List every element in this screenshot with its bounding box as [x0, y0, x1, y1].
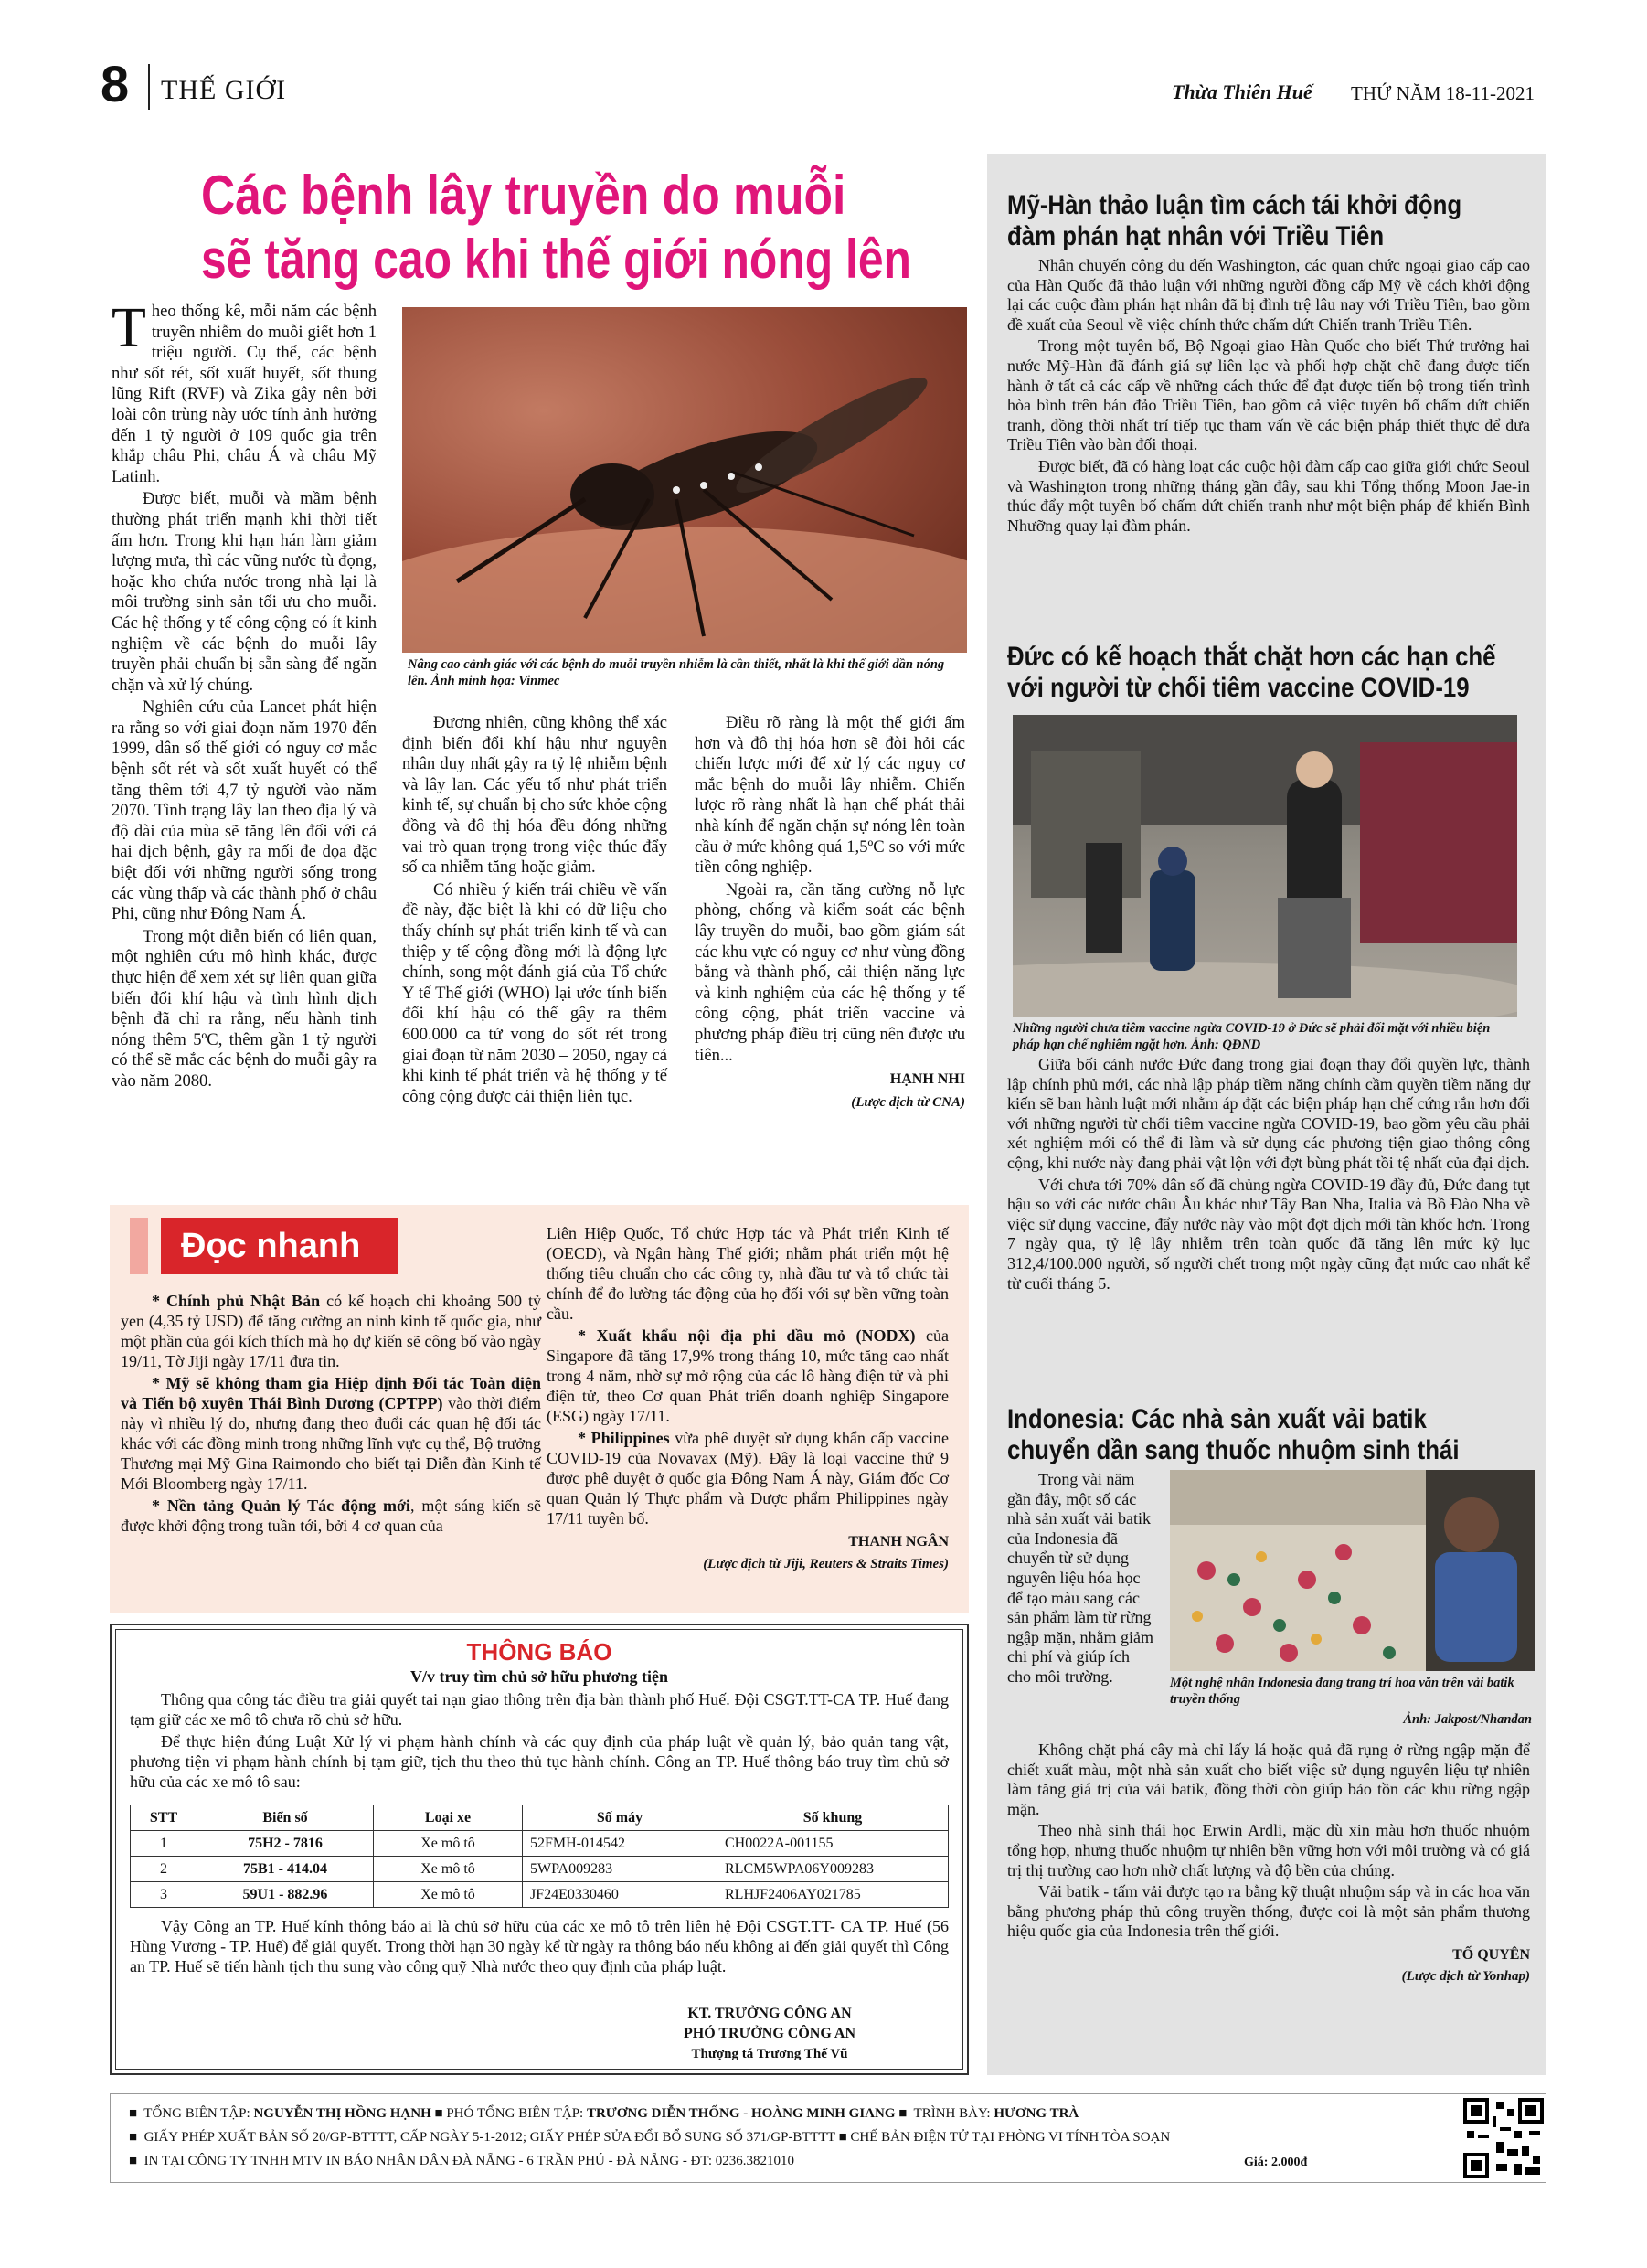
mosquito-photo-caption: Nâng cao cảnh giác với các bệnh do muỗi truyền nhiễm là cần thiết, nhất là khi thế giới dần nóng lên. Ảnh minh họa: Vinmec [408, 657, 945, 688]
batik-photo-caption: Một nghệ nhân Indonesia đang trang trí hoa văn trên vải batik truyền thống [1170, 1676, 1514, 1707]
table-cell: Xe mô tô [374, 1857, 523, 1882]
headline-line-1: Các bệnh lây truyền do muỗi [201, 165, 846, 226]
issue-date: THỨ NĂM 18-11-2021 [1351, 82, 1535, 104]
footer-label: TỔNG BIÊN TẬP: [143, 2106, 250, 2121]
sidebar-story-1-body [1007, 256, 1530, 538]
qr-code-icon [1463, 2098, 1544, 2178]
quick-news-item-text: vừa phê duyệt sử dụng khẩn cấp vaccine COVID-19 của Novavax (Mỹ). Đây là loại vaccine thứ 9 được phê duyệt ở quốc gia Đông Nam Á này, Giám đốc Cơ quan Quản lý Thực phẩm và Dược phẩm Philippines ngày 17/11 tuyên bố. [547, 1429, 949, 1528]
main-headline [201, 165, 987, 302]
quick-news-title: Đọc nhanh [161, 1218, 398, 1274]
quick-news-item [547, 1223, 949, 1324]
drop-cap: T [112, 297, 146, 359]
story-paragraph: Với chưa tới 70% dân số đã chủng ngừa COVID-19 đầy đủ, Đức đang tụt hậu so với các nước châu Âu khác như Tây Ban Nha, Italia và Bồ Đào Nha về việc sử dụng vaccine, đẩy nước này vào một đợt dịch mới tàn khốc hơn. Trong 7 ngày qua, tỷ lệ lây nhiễm trên toàn quốc đã tăng lên mức kỷ lục 312,4/100.000 người, số người chết trong một ngày cũng đạt mức cao nhất kể từ cuối tháng 5. [1007, 1175, 1530, 1293]
story-paragraph: Vải batik - tấm vải được tạo ra bằng kỹ thuật nhuộm sáp và in các hoa văn bằng phương pháp thủ công truyền thống, được coi là một sản phẩm thương hiệu quốc gia của Indonesia trên thế giới. [1007, 1882, 1530, 1941]
page-header [101, 57, 1546, 119]
quick-news-source: (Lược dịch từ Jiji, Reuters & Straits Times) [703, 1557, 949, 1571]
mosquito-photo [402, 307, 967, 653]
main-paragraph: Có nhiều ý kiến trái chiều về vấn đề này, đặc biệt là khi có dữ liệu cho thấy chính sự phát triển kinh tế và can thiệp y tế cộng đồng mới là động lực chính, song một đánh giá của Tổ chức Y tế Thế giới (WHO) lại ước tính biến đổi khí hậu có thể gây ra thêm 600.000 ca tử vong do sốt rét trong giai đoạn từ năm 2030 – 2050, ngay cả khi kinh tế phát triển và hệ thống y tế công cộng được cải thiện liên tục. [402, 879, 667, 1106]
printer-info: IN TẠI CÔNG TY TNHH MTV IN BÁO NHÂN DÂN ĐÀ NẴNG - 6 TRẦN PHÚ - ĐÀ NẴNG - ĐT: 0236.3821010 [143, 2154, 795, 2168]
germany-photo-caption: Những người chưa tiêm vaccine ngừa COVID-19 ở Đức sẽ phải đối mặt với nhiều biện pháp hạn chế nghiêm ngặt hơn. Ảnh: QĐND [1013, 1021, 1491, 1052]
sidebar-story-1-headline [1007, 190, 1537, 254]
germany-street-photo [1013, 715, 1517, 1017]
quick-news-item [547, 1428, 949, 1528]
quick-news-title-badge [130, 1218, 148, 1274]
layout-designer: HƯƠNG TRÀ [994, 2106, 1079, 2121]
batik-photo [1170, 1470, 1535, 1671]
notice-signature [623, 2004, 916, 2064]
vehicle-table [130, 1805, 949, 1908]
footer-box [110, 2093, 1546, 2183]
table-cell: RLCM5WPA06Y009283 [717, 1857, 949, 1882]
table-cell: 75B1 - 414.04 [197, 1857, 374, 1882]
table-cell: 75H2 - 7816 [197, 1831, 374, 1857]
story-3-title-line-1: Indonesia: Các nhà sản xuất vải batik [1007, 1404, 1427, 1434]
table-cell: RLHJF2406AY021785 [717, 1882, 949, 1908]
quick-news-item-lead: * Mỹ sẽ không tham gia Hiệp định Đối tác Toàn diện và Tiến bộ xuyên Thái Bình Dương (CPTPP) [121, 1374, 541, 1412]
vehicle-table-header [131, 1805, 949, 1831]
price: Giá: 2.000đ [1244, 2156, 1308, 2169]
story-1-title-line-1: Mỹ-Hàn thảo luận tìm cách tái khởi động [1007, 190, 1462, 220]
table-cell: 52FMH-014542 [523, 1831, 717, 1857]
notice-paragraph: Để thực hiện đúng Luật Xử lý vi phạm hành chính và các quy định của pháp luật về quản lý, bảo quản tang vật, phương tiện vi phạm hành chính bị tạm giữ, tịch thu theo thủ tục hành chính. Công an TP. Huế thông báo truy tìm chủ sở hữu của các xe mô tô sau: [130, 1732, 949, 1791]
story-paragraph: Trong một tuyên bố, Bộ Ngoại giao Hàn Quốc cho biết Thứ trưởng hai nước Mỹ-Hàn đã đánh giá sự liên lạc và phối hợp chặt chẽ đang được tiến hành ở tất cả các cấp về những cách thức để đạt được tiến bộ trong tiến trình hòa bình trên bán đảo Triều Tiên, bao gồm cả việc tuyên bố chấm dứt chiến tranh, đồng thời nhất trí tiếp tục tham vấn về các biện pháp thiết thực để đưa Triều Tiên vào bàn đối thoại. [1007, 336, 1530, 454]
table-cell: JF24E0330460 [523, 1882, 717, 1908]
table-cell: 3 [131, 1882, 197, 1908]
story-paragraph: Được biết, đã có hàng loạt các cuộc hội đàm cấp cao giữa giới chức Seoul và Washington trong những tháng gần đây, sau khi Tổng thống Moon Jae-in thúc đẩy một tuyên bố chấm dứt chiến tranh như một biện pháp để khiến Bình Nhưỡng quay lại đàm phán. [1007, 456, 1530, 535]
quick-news-item [121, 1291, 541, 1371]
bullet-icon: ■ [129, 2130, 138, 2145]
quick-news-column-1 [121, 1291, 541, 1538]
newspaper-name: Thừa Thiên Huế [1172, 80, 1312, 103]
main-paragraph: Nghiên cứu của Lancet phát hiện ra rằng so với giai đoạn năm 1970 đến 1999, dân số thế giới có nguy cơ mắc bệnh sốt rét và sốt xuất huyết có thể tăng thêm tới 4,7 tỷ người vào năm 2070. Tình trạng lây lan theo địa lý và độ dài của mùa sẽ tăng lên đối với cả hai dịch bệnh, gây ra mối đe dọa đặc biệt đối với những người sống trong các vùng thấp và các thành phố ở châu Phi, cũng như Đông Nam Á. [112, 697, 377, 924]
headline-line-2: sẽ tăng cao khi thế giới nóng lên [201, 229, 911, 290]
table-row [131, 1882, 949, 1908]
notice-subtitle: V/v truy tìm chủ sở hữu phương tiện [409, 1667, 669, 1686]
sidebar-story-2-headline [1007, 642, 1537, 706]
batik-photo-credit: Ảnh: Jakpost/Nhandan [1403, 1712, 1532, 1727]
table-cell: 5WPA009283 [523, 1857, 717, 1882]
table-header-cell: Số khung [717, 1805, 949, 1831]
sidebar-story-2-body [1007, 1055, 1530, 1295]
table-row [131, 1831, 949, 1857]
main-paragraph: Trong một diễn biến có liên quan, một nghiên cứu mô hình khác, được thực hiện để xem xét sự liên quan giữa biến đổi khí hậu và tình hình dịch bệnh đã chỉ ra rằng, nếu hành tinh nóng thêm 5ºC, thêm gần 1 tỷ người có thể sẽ mắc các bệnh do muỗi gây ra vào năm 2080. [112, 926, 377, 1091]
publishing-license: GIẤY PHÉP XUẤT BẢN SỐ 20/GP-BTTTT, CẤP NGÀY 5-1-2012; GIẤY PHÉP SỬA ĐỔI BỔ SUNG SỐ 371/GP-BTTTT [143, 2130, 835, 2145]
sidebar-story-3-intro [1007, 1470, 1157, 1689]
bullet-icon: ■ [129, 2106, 138, 2121]
main-paragraph: Điều rõ ràng là một thế giới ấm hơn và đô thị hóa hơn sẽ đòi hỏi các chiến lược mới để xử lý các nguy cơ mắc bệnh do muỗi lây nhiễm. Chiến lược rõ ràng nhất là hạn chế phát thải nhà kính để ngăn chặn sự nóng lên toàn cầu ở mức không quá 1,5ºC so với mức tiền công nghiệp. [695, 713, 965, 878]
footer-line-3 [129, 2149, 794, 2173]
table-header-cell: Số máy [523, 1805, 717, 1831]
quick-news-item-lead: * Philippines [578, 1429, 670, 1447]
story-1-title-line-2: đàm phán hạt nhân với Triều Tiên [1007, 221, 1385, 251]
story-paragraph: Trong vài năm gần đây, một số các nhà sản xuất vải batik của Indonesia đã chuyển từ sử dụng nguyên liệu hóa học để tạo màu sang các sản phẩm làm từ rừng ngập mặn, nhằm giảm chi phí và giúp ích cho môi trường. [1007, 1470, 1153, 1686]
story-3-author: TỐ QUYÊN [1452, 1946, 1530, 1963]
table-cell: Xe mô tô [374, 1831, 523, 1857]
story-3-title-line-2: chuyển dần sang thuốc nhuộm sinh thái [1007, 1435, 1460, 1465]
table-cell: 1 [131, 1831, 197, 1857]
sidebar-story-3-headline [1007, 1404, 1537, 1468]
sidebar [987, 154, 1546, 2075]
signature-line-1: KT. TRƯỞNG CÔNG AN [687, 2006, 852, 2021]
deputy-editors: TRƯƠNG DIỄN THỐNG - HOÀNG MINH GIANG [586, 2106, 896, 2121]
quick-news-item-lead: * Chính phủ Nhật Bản [152, 1292, 321, 1310]
bullet-icon: ■ [434, 2106, 443, 2121]
notice-paragraph: Vậy Công an TP. Huế kính thông báo ai là chủ sở hữu của các xe mô tô trên liên hệ Đội CSGT.TT- CA TP. Huế (56 Hùng Vương - TP. Huế) để giải quyết. Trong thời hạn 30 ngày kể từ ngày ra thông báo nếu không ai đến giải quyết thì Công an TP. Huế sẽ tiến hành tịch thu sung vào công quỹ Nhà nước theo quy định của pháp luật. [130, 1917, 949, 1975]
story-2-title-line-1: Đức có kế hoạch thắt chặt hơn các hạn chế [1007, 642, 1496, 672]
sidebar-story-3-body [1007, 1741, 1530, 1988]
main-paragraph: Được biết, muỗi và mầm bệnh thường phát triển mạnh khi thời tiết ấm hơn. Trong khi hạn hán làm giảm lượng mưa, thì các vũng nước tù đọng, hoặc kho chứa nước trong nhà lại là môi trường sinh sản tối ưu cho muỗi. Các hệ thống y tế công cộng có ít kinh nghiệm về các bệnh do muỗi lây truyền phải chuẩn bị sẵn sàng để ngăn chặn và xử lý chúng. [112, 489, 377, 695]
signature-name: Thượng tá Trương Thế Vũ [691, 2047, 848, 2061]
footer-line-1 [129, 2102, 1079, 2125]
quick-news-item-text: , một sáng kiến sẽ được khởi động trong tuần tới, bởi 4 cơ quan của [121, 1496, 541, 1535]
table-cell: 2 [131, 1857, 197, 1882]
table-header-cell: Biển số [197, 1805, 374, 1831]
quick-news-item-text: của Singapore đã tăng 17,9% trong tháng 10, mức tăng cao nhất trong 4 năm, nhờ sự mở rộng của các lô hàng điện tử và phi điện tử, theo Cơ quan Phát triển doanh nghiệp Singapore (ESG) ngày 17/11. [547, 1326, 949, 1425]
story-paragraph: Không chặt phá cây mà chỉ lấy lá hoặc quả đã rụng ở rừng ngập mặn để chiết xuất màu, một nhà sản xuất cho biết việc sử dụng nguyên liệu tự nhiên làm tăng giá trị của vải batik, đồng thời còn giúp bảo tồn các khu rừng ngập mặn. [1007, 1741, 1530, 1818]
quick-news-item-text: vào thời điểm này vì nhiều lý do, nhưng đang theo đuổi các quan hệ đối tác khác với các đồng minh trong những lĩnh vực cụ thể, Bộ trưởng Thương mại Mỹ Gina Raimondo cho biết tại Diễn đàn Kinh tế Mới Bloomberg ngày 17/11. [121, 1394, 541, 1493]
footer-line-2 [129, 2125, 1170, 2149]
story-paragraph: Nhân chuyến công du đến Washington, các quan chức ngoại giao cấp cao của Hàn Quốc đã thảo luận với những người đồng cấp Mỹ về cách khởi động lại các cuộc đàm phán hạt nhân đã bị đình trệ lâu nay với Triều Tiên, bao gồm đề xuất của Seoul về việc chính thức chấm dứt Chiến tranh Triều Tiên. [1007, 256, 1530, 334]
story-2-title-line-2: với người từ chối tiêm vaccine COVID-19 [1007, 673, 1470, 703]
story-paragraph: Giữa bối cảnh nước Đức đang trong giai đoạn thay đổi quyền lực, thành lập chính phủ mới, các nhà lập pháp tiềm năng chính cầm quyền tiềm năng dự kiến sẽ ban hành luật mới nhằm áp đặt các biện pháp hạn chế cứng rắn hơn đối với những người từ chối tiêm vaccine ngừa COVID-19, bao gồm yêu cầu phải xét nghiệm mới có thể đi làm và sử dụng các phương tiện giao thông công cộng, khi nước này đang phải vật lộn với đợt bùng phát tồi tệ nhất của đại dịch. [1007, 1055, 1530, 1172]
street-scene-illustration [1013, 715, 1517, 1017]
footer-label: TRÌNH BÀY: [913, 2106, 991, 2121]
story-paragraph: Theo nhà sinh thái học Erwin Ardli, mặc dù xin màu hơn thuốc nhuộm tổng hợp, nhưng thuốc nhuộm tự nhiên bền vững hơn với môi trường và có giá trị thị trường cao hơn nhờ chất lượng và độ bền của chúng. [1007, 1821, 1530, 1879]
quick-news-item-text: có kế hoạch chi khoảng 500 tỷ yen (4,35 tỷ USD) để tăng cường an ninh kinh tế quốc gia, như một phần của gói kích thích mà họ dự kiến sẽ công bố vào ngày 19/11, Tờ Jiji ngày 17/11 đưa tin. [121, 1292, 541, 1370]
notice-body-top [130, 1689, 949, 1794]
section-name: THẾ GIỚI [161, 75, 287, 105]
main-article-column-1 [112, 297, 377, 1094]
main-paragraph: heo thống kê, mỗi năm các bệnh truyền nhiễm do muỗi giết hơn 1 triệu người. Cụ thể, các bệnh như sốt rét, sốt xuất huyết, sốt thung lũng Rift (RVF) và Zika gây nên bởi loài côn trùng này ước tính ảnh hưởng đến 1 tỷ người ở 109 quốc gia trên khắp châu Phi, châu Á và châu Mỹ Latinh. [112, 302, 377, 486]
table-header-cell: Loại xe [374, 1805, 523, 1831]
batik-illustration [1170, 1470, 1535, 1671]
notice-box [110, 1624, 969, 2075]
table-cell: Xe mô tô [374, 1882, 523, 1908]
mosquito-illustration [402, 307, 967, 653]
quick-news-author: THANH NGÂN [848, 1534, 949, 1549]
table-cell: 59U1 - 882.96 [197, 1882, 374, 1908]
source-credit: (Lược dịch từ CNA) [851, 1094, 965, 1110]
quick-news-item-text: Liên Hiệp Quốc, Tổ chức Hợp tác và Phát triển Kinh tế (OECD), và Ngân hàng Thế giới; nhằm phát triển một hệ thống tiêu chuẩn cho các công ty, nhà đầu tư và tổ chức tài chính để đo lường tác động của họ đối với sự bền vững toàn cầu. [547, 1224, 949, 1323]
main-paragraph: Ngoài ra, cần tăng cường nỗ lực phòng, chống và kiểm soát các bệnh lây truyền do muỗi, bao gồm giám sát các khu vực có nguy cơ như vùng đồng bằng và thành phố, cải thiện năng lực và kinh nghiệm của các hệ thống y tế công cộng, phát triển vaccine và phương pháp điều trị cũng nên được ưu tiên... [695, 879, 965, 1065]
quick-news-box [110, 1205, 969, 1613]
notice-paragraph: Thông qua công tác điều tra giải quyết tai nạn giao thông trên địa bàn thành phố Huế. Đội CSGT.TT-CA TP. Huế đang tạm giữ các xe mô tô chưa rõ chủ sở hữu. [130, 1690, 949, 1729]
main-paragraph: Đương nhiên, cũng không thể xác định biến đổi khí hậu như nguyên nhân duy nhất gây ra tỷ lệ nhiễm bệnh và lây lan. Các yếu tố như phát triển kinh tế, sự chuẩn bị cho sức khỏe cộng đồng và đô thị hóa đều đóng những vai trò quan trọng trong việc thúc đẩy số ca nhiễm tăng hoặc giảm. [402, 713, 667, 878]
main-article-column-2 [402, 713, 667, 1109]
bullet-icon: ■ [898, 2106, 908, 2121]
quick-news-item [121, 1496, 541, 1536]
quick-news-item [547, 1326, 949, 1426]
footer-label: PHÓ TỔNG BIÊN TẬP: [446, 2106, 584, 2121]
bullet-icon: ■ [838, 2130, 847, 2145]
notice-body-bottom [130, 1916, 949, 1978]
notice-title: THÔNG BÁO [466, 1638, 612, 1666]
quick-news-item-lead: * Nền tảng Quản lý Tác động mới [152, 1496, 410, 1515]
main-article-column-3 [695, 713, 965, 1114]
author-byline: HẠNH NHI [889, 1071, 965, 1088]
table-cell: CH0022A-001155 [717, 1831, 949, 1857]
table-header-cell: STT [131, 1805, 197, 1831]
header-divider [148, 64, 150, 110]
qr-code [1463, 2098, 1544, 2178]
table-row [131, 1857, 949, 1882]
quick-news-item [121, 1373, 541, 1494]
editor-in-chief: NGUYỄN THỊ HỒNG HẠNH [253, 2106, 431, 2121]
page-number: 8 [101, 55, 130, 112]
story-3-source: (Lược dịch từ Yonhap) [1401, 1968, 1530, 1984]
bullet-icon: ■ [129, 2154, 138, 2168]
quick-news-column-2 [547, 1223, 949, 1576]
signature-line-2: PHÓ TRƯỞNG CÔNG AN [683, 2026, 855, 2041]
quick-news-item-lead: * Xuất khẩu nội địa phi dầu mỏ (NODX) [578, 1326, 916, 1345]
typesetting-info: CHẾ BẢN ĐIỆN TỬ TẠI PHÒNG VI TÍNH TÒA SOẠN [850, 2130, 1171, 2145]
